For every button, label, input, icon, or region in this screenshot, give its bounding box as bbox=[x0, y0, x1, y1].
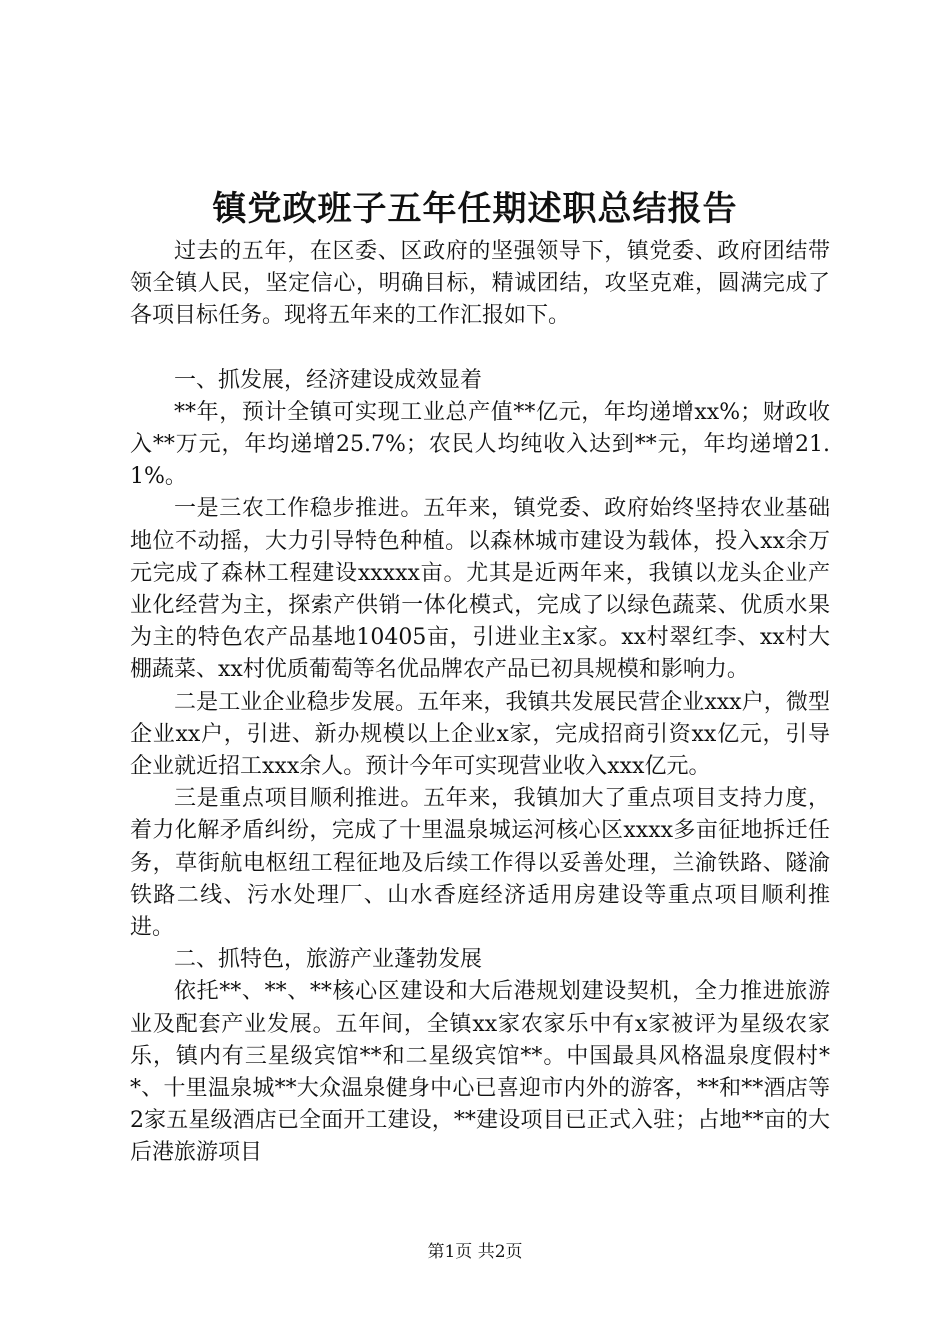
document-title: 镇党政班子五年任期述职总结报告 bbox=[212, 189, 738, 229]
document-body bbox=[130, 236, 830, 1170]
economy-summary-paragraph: **年，预计全镇可实现工业总产值**亿元，年均递增xx%；财政收入**万元，年均递增25.7%；农民人均纯收入达到**元，年均递增21.1%。 bbox=[130, 399, 830, 490]
section-heading-2: 二、抓特色，旅游产业蓬勃发展 bbox=[174, 947, 483, 973]
industry-paragraph: 二是工业企业稳步发展。五年来，我镇共发展民营企业xxx户，微型企业xx户，引进、新办规模以上企业x家，完成招商引资xx亿元，引导企业就近招工xxx余人。预计今年可实现营业收入xxx亿元。 bbox=[130, 689, 830, 780]
agriculture-paragraph: 一是三农工作稳步推进。五年来，镇党委、政府始终坚持农业基础地位不动摇，大力引导特色种植。以森林城市建设为载体，投入xx余万元完成了森林工程建设xxxxx亩。尤其是近两年来，我镇以龙头企业产业化经营为主，探索产供销一体化模式，完成了以绿色蔬菜、优质水果为主的特色农产品基地10405亩，引进业主x家。xx村翠红李、xx村大棚蔬菜、xx村优质葡萄等名优品牌农产品已初具规模和影响力。 bbox=[130, 496, 830, 683]
key-projects-paragraph: 三是重点项目顺利推进。五年来，我镇加大了重点项目支持力度，着力化解矛盾纠纷，完成了十里温泉城运河核心区xxxx多亩征地拆迁任务，草街航电枢纽工程征地及后续工作得以妥善处理，兰渝铁路、隧渝铁路二线、污水处理厂、山水香庭经济适用房建设等重点项目顺利推进。 bbox=[130, 786, 830, 941]
page-footer: 第1页 共2页 bbox=[427, 1242, 523, 1262]
section-heading-1: 一、抓发展，经济建设成效显着 bbox=[174, 367, 483, 393]
intro-paragraph: 过去的五年，在区委、区政府的坚强领导下，镇党委、政府团结带领全镇人民，坚定信心，明确目标，精诚团结，攻坚克难，圆满完成了各项目标任务。现将五年来的工作汇报如下。 bbox=[130, 239, 830, 329]
tourism-paragraph: 依托**、**、**核心区建设和大后港规划建设契机，全力推进旅游业及配套产业发展。五年间，全镇xx家农家乐中有x家被评为星级农家乐，镇内有三星级宾馆**和二星级宾馆**。中国最具风格温泉度假村**、十里温泉城**大众温泉健身中心已喜迎市内外的游客，**和**酒店等2家五星级酒店已全面开工建设，**建设项目已正式入驻；占地**亩的大后港旅游项目 bbox=[130, 979, 830, 1166]
